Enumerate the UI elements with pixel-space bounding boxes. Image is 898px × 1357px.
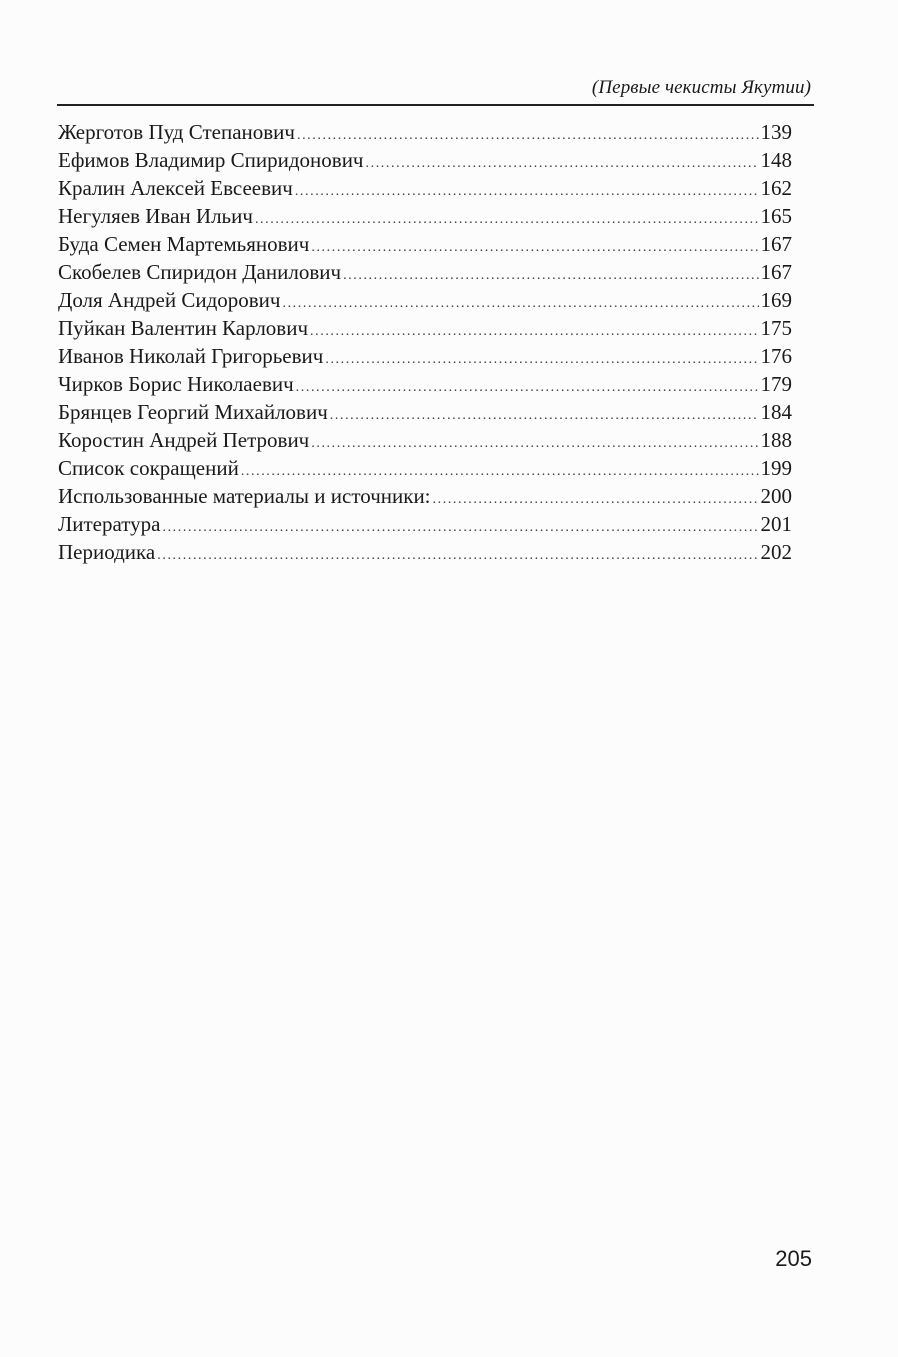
- toc-entry[interactable]: [58, 146, 792, 174]
- toc-entry[interactable]: [58, 482, 792, 510]
- toc-entry-page: 188: [760, 428, 792, 452]
- toc-entry-page: 167: [760, 260, 792, 284]
- toc-entry-title: Коростин Андрей Петрович: [58, 428, 310, 452]
- toc-entry[interactable]: [58, 314, 792, 342]
- toc-entry-title: Ефимов Владимир Спиридонович: [58, 148, 364, 172]
- page-number: 205: [775, 1246, 812, 1271]
- toc-entry-page: 200: [760, 484, 792, 508]
- toc-entry[interactable]: [58, 286, 792, 314]
- toc-entry[interactable]: [58, 202, 792, 230]
- toc-entry-title: Иванов Николай Григорьевич: [58, 344, 324, 368]
- toc-entry[interactable]: [58, 230, 792, 258]
- toc-dot-leader: [366, 150, 759, 174]
- toc-dot-leader: [325, 346, 758, 370]
- toc-dot-leader: [157, 542, 758, 566]
- toc-dot-leader: [295, 178, 759, 202]
- toc-entry-title: Негуляев Иван Ильич: [58, 204, 253, 228]
- toc-entry-page: 202: [760, 540, 792, 564]
- toc-entry-page: 162: [760, 176, 792, 200]
- toc-entry-title: Список сокращений: [58, 456, 239, 480]
- toc-entry-title: Чирков Борис Николаевич: [58, 372, 294, 396]
- toc-dot-leader: [433, 486, 759, 510]
- toc-dot-leader: [311, 430, 758, 454]
- table-of-contents: [58, 118, 792, 566]
- toc-dot-leader: [255, 206, 759, 230]
- toc-entry-page: 148: [760, 148, 792, 172]
- toc-entry-title: Брянцев Георгий Михайлович: [58, 400, 328, 424]
- toc-entry-title: Буда Семен Мартемьянович: [58, 232, 310, 256]
- toc-entry-title: Кралин Алексей Евсеевич: [58, 176, 293, 200]
- toc-dot-leader: [297, 122, 759, 146]
- toc-entry[interactable]: [58, 510, 792, 538]
- toc-entry-title: Периодика: [58, 540, 156, 564]
- toc-entry[interactable]: [58, 538, 792, 566]
- toc-entry-page: 167: [760, 232, 792, 256]
- toc-entry-page: 175: [760, 316, 792, 340]
- toc-entry-page: 176: [760, 344, 792, 368]
- toc-entry[interactable]: [58, 426, 792, 454]
- toc-dot-leader: [282, 290, 758, 314]
- toc-entry-page: 199: [760, 456, 792, 480]
- toc-entry[interactable]: [58, 118, 792, 146]
- toc-entry-title: Использованные материалы и источники:: [58, 484, 431, 508]
- toc-entry[interactable]: [58, 342, 792, 370]
- toc-dot-leader: [330, 402, 759, 426]
- toc-entry[interactable]: [58, 258, 792, 286]
- toc-entry[interactable]: [58, 454, 792, 482]
- toc-dot-leader: [311, 234, 758, 258]
- header-rule: [57, 104, 814, 106]
- toc-dot-leader: [296, 374, 759, 398]
- toc-dot-leader: [241, 458, 759, 482]
- toc-entry-page: 184: [760, 400, 792, 424]
- toc-entry-page: 139: [760, 120, 792, 144]
- toc-entry-title: Доля Андрей Сидорович: [58, 288, 281, 312]
- toc-dot-leader: [310, 318, 758, 342]
- toc-entry-title: Литература: [58, 512, 161, 536]
- toc-entry-title: Жерготов Пуд Степанович: [58, 120, 295, 144]
- toc-entry-page: 169: [760, 288, 792, 312]
- running-header: (Первые чекисты Якутии): [591, 77, 811, 98]
- toc-entry[interactable]: [58, 370, 792, 398]
- toc-entry-title: Пуйкан Валентин Карлович: [58, 316, 309, 340]
- toc-entry-page: 165: [760, 204, 792, 228]
- toc-entry-title: Скобелев Спиридон Данилович: [58, 260, 342, 284]
- toc-entry-page: 201: [760, 512, 792, 536]
- toc-entry[interactable]: [58, 174, 792, 202]
- toc-entry[interactable]: [58, 398, 792, 426]
- toc-dot-leader: [162, 514, 758, 538]
- toc-entry-page: 179: [760, 372, 792, 396]
- toc-dot-leader: [343, 262, 758, 286]
